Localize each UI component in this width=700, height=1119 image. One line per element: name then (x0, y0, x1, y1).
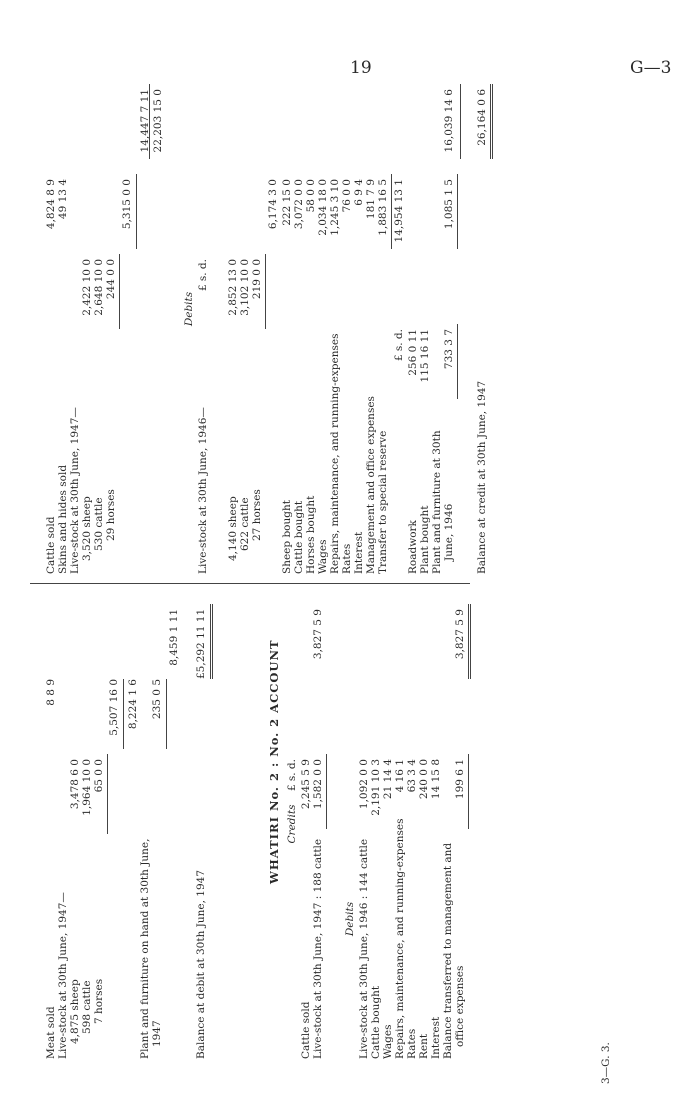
ls46-amount: 3,102 10 0 (239, 259, 251, 316)
ls46-amount: 219 0 0 (251, 259, 263, 300)
expense-amount: 3,072 0 0 (293, 179, 305, 230)
right-ls-amount: 244 0 0 (105, 259, 117, 300)
debit-row-amount: 1,092 0 0 (358, 759, 370, 810)
ls46-total: 6,174 3 0 (267, 179, 279, 230)
expense-label: Cattle bought (293, 500, 305, 574)
expense-amount: 76 0 0 (341, 179, 353, 213)
cattle-sold-amount: 2,245 5 9 (300, 759, 312, 810)
grand-total: £5,292 11 11 (195, 608, 207, 679)
expense-amount: 1,883 16 5 (377, 179, 389, 236)
rule (468, 754, 469, 829)
rule (468, 604, 469, 679)
right-col-head: £ s. d. (197, 259, 209, 292)
right-cattle-sold-label: Cattle sold (45, 516, 57, 574)
rule (457, 324, 458, 399)
debit-row-amount: 14 15 8 (430, 759, 442, 800)
debit-row-label: Repairs, maintenance, and running-expenses (394, 818, 406, 1059)
ls46-label: 622 cattle (239, 497, 251, 551)
ls46-label: 27 horses (251, 489, 263, 541)
capital-total: 1,085 1 5 (443, 179, 455, 230)
right-credit-total: 14,447 7 11 (139, 89, 151, 153)
rule (391, 174, 392, 249)
expense-label: Horses bought (305, 495, 317, 574)
right-cattle-sold-amount: 4,824 8 9 (45, 179, 57, 230)
horses-amount: 65 0 0 (93, 759, 105, 793)
expense-amount: 222 15 0 (281, 179, 293, 226)
column-heading: £ s. d. (286, 759, 298, 792)
rule (490, 84, 491, 159)
cattle-amount: 1,964 10 0 (81, 759, 93, 816)
expense-amount: 181 7 9 (365, 179, 377, 220)
capital-amount: 115 16 11 (419, 329, 431, 383)
debit-row-label: Wages (382, 1024, 394, 1059)
debits-heading: Debits (344, 901, 356, 937)
expense-label: Transfer to special reserve (377, 430, 389, 574)
capital-label: Plant and furniture at 30th (431, 430, 443, 574)
expense-label: Rates (341, 543, 353, 574)
rule (457, 174, 458, 249)
expense-label: Management and office expenses (365, 396, 377, 574)
debit-row-amount: 63 3 4 (406, 759, 418, 793)
expense-amount: 58 0 0 (305, 179, 317, 213)
debit-row-label: Cattle bought (370, 985, 382, 1059)
credits-heading: Credits (286, 804, 298, 844)
right-ls-amount: 2,422 10 0 (81, 259, 93, 316)
debit-row-label: Rates (406, 1028, 418, 1059)
debit-row-label: Interest (430, 1016, 442, 1059)
credit-total: 3,827 5 9 (312, 609, 324, 660)
ls46-amount: 2,852 13 0 (227, 259, 239, 316)
cattle-label: 598 cattle (81, 980, 93, 1034)
right-ls-label: 3,520 sheep (81, 496, 93, 561)
rule (149, 84, 150, 159)
skins-amount: 49 13 4 (57, 179, 69, 220)
expense-label: Interest (353, 531, 365, 574)
rule (107, 754, 108, 834)
rule (212, 604, 213, 679)
meat-sold-label: Meat sold (45, 1006, 57, 1059)
expense-total: 14,954 13 1 (393, 179, 405, 243)
rule (460, 84, 461, 159)
expense-label: Wages (317, 539, 329, 574)
rule (326, 754, 327, 829)
expense-label: Sheep bought (281, 500, 293, 574)
expense-label: Repairs, maintenance, and running-expenses (329, 333, 341, 574)
rule (265, 254, 266, 329)
cattle-sold-label: Cattle sold (300, 1001, 312, 1059)
expense-amount: 6 9 4 (353, 179, 365, 206)
right-ls-total: 5,315 0 0 (121, 179, 133, 230)
capital-amount: 733 3 7 (443, 329, 455, 370)
ls46-label: 4,140 sheep (227, 496, 239, 561)
sheep-label: 4,875 sheep (69, 979, 81, 1044)
debit-row-amount: 21 14 4 (382, 759, 394, 800)
right-ls-1946-header: Live-stock at 30th June, 1946— (197, 407, 209, 574)
balance-credit-label: Balance at credit at 30th June, 1947 (476, 380, 488, 574)
page-reference: G—3 (630, 58, 672, 78)
balance-amount: 199 6 1 (454, 759, 466, 800)
subtotal: 8,224 1 6 (127, 679, 139, 730)
right-ls-label: 530 cattle (93, 497, 105, 551)
debit-row-amount: 4 16 1 (394, 759, 406, 793)
plant-line-1: Plant and furniture on hand at 30th June, (139, 838, 151, 1059)
expense-amount: 2,034 18 0 (317, 179, 329, 236)
livestock-total: 5,507 16 0 (108, 679, 120, 736)
account-title: WHATIRI No. 2 : No. 2 ACCOUNT (267, 639, 281, 884)
footer-ref: 3—G. 3. (600, 1042, 612, 1084)
sub-col-head: £ s. d. (393, 329, 405, 362)
debit-row-amount: 2,191 10 3 (370, 759, 382, 816)
right-ls-label: 29 horses (105, 489, 117, 541)
capital-label: Plant bought (419, 505, 431, 574)
sheep-amount: 3,478 6 0 (69, 759, 81, 810)
plant-total: 8,459 1 11 (168, 609, 180, 666)
right-ls-amount: 2,648 10 0 (93, 259, 105, 316)
livestock-1947-amount: 1,582 0 0 (312, 759, 324, 810)
debit-row-label: Live-stock at 30th June, 1946 : 144 cattle (358, 838, 370, 1059)
meat-amount: 8 8 9 (45, 679, 57, 706)
capital-label: Roadwork (407, 520, 419, 574)
debit-row-amount: 240 0 0 (418, 759, 430, 800)
column-divider (30, 583, 470, 584)
plant-line-2: 1947 (151, 1020, 163, 1047)
capital-label: June, 1946 (443, 503, 455, 561)
rule (123, 679, 124, 749)
livestock-1947-label: Live-stock at 30th June, 1947 : 188 cattle (312, 838, 324, 1059)
rule (119, 254, 120, 329)
right-debits-heading: Debits (183, 291, 195, 327)
horses-label: 7 horses (93, 978, 105, 1024)
debit-row-label: Rent (418, 1033, 430, 1059)
livestock-1947-header: Live-stock at 30th June, 1947— (57, 892, 69, 1059)
debit-total: 3,827 5 9 (454, 609, 466, 660)
page-number: 19 (350, 58, 372, 78)
balance-line-1: Balance transferred to management and (442, 842, 454, 1059)
rule (492, 84, 493, 159)
capital-amount: 256 0 11 (407, 329, 419, 376)
right-ls-1947-header: Live-stock at 30th June, 1947— (69, 407, 81, 574)
balance-debit-label: Balance at debit at 30th June, 1947 (195, 869, 207, 1059)
rule (470, 604, 471, 679)
final-total: 26,164 0 6 (476, 89, 488, 146)
skins-label: Skins and hides sold (57, 464, 69, 574)
rule (136, 174, 137, 249)
rule (166, 679, 167, 749)
right-credit-grand: 22,203 15 0 (152, 89, 164, 153)
expense-amount: 1,245 3 10 (329, 179, 341, 236)
debit-total: 16,039 14 6 (443, 89, 455, 153)
rule (210, 604, 211, 679)
plant-amount: 235 0 5 (151, 679, 163, 720)
balance-line-2: office expenses (454, 965, 466, 1047)
